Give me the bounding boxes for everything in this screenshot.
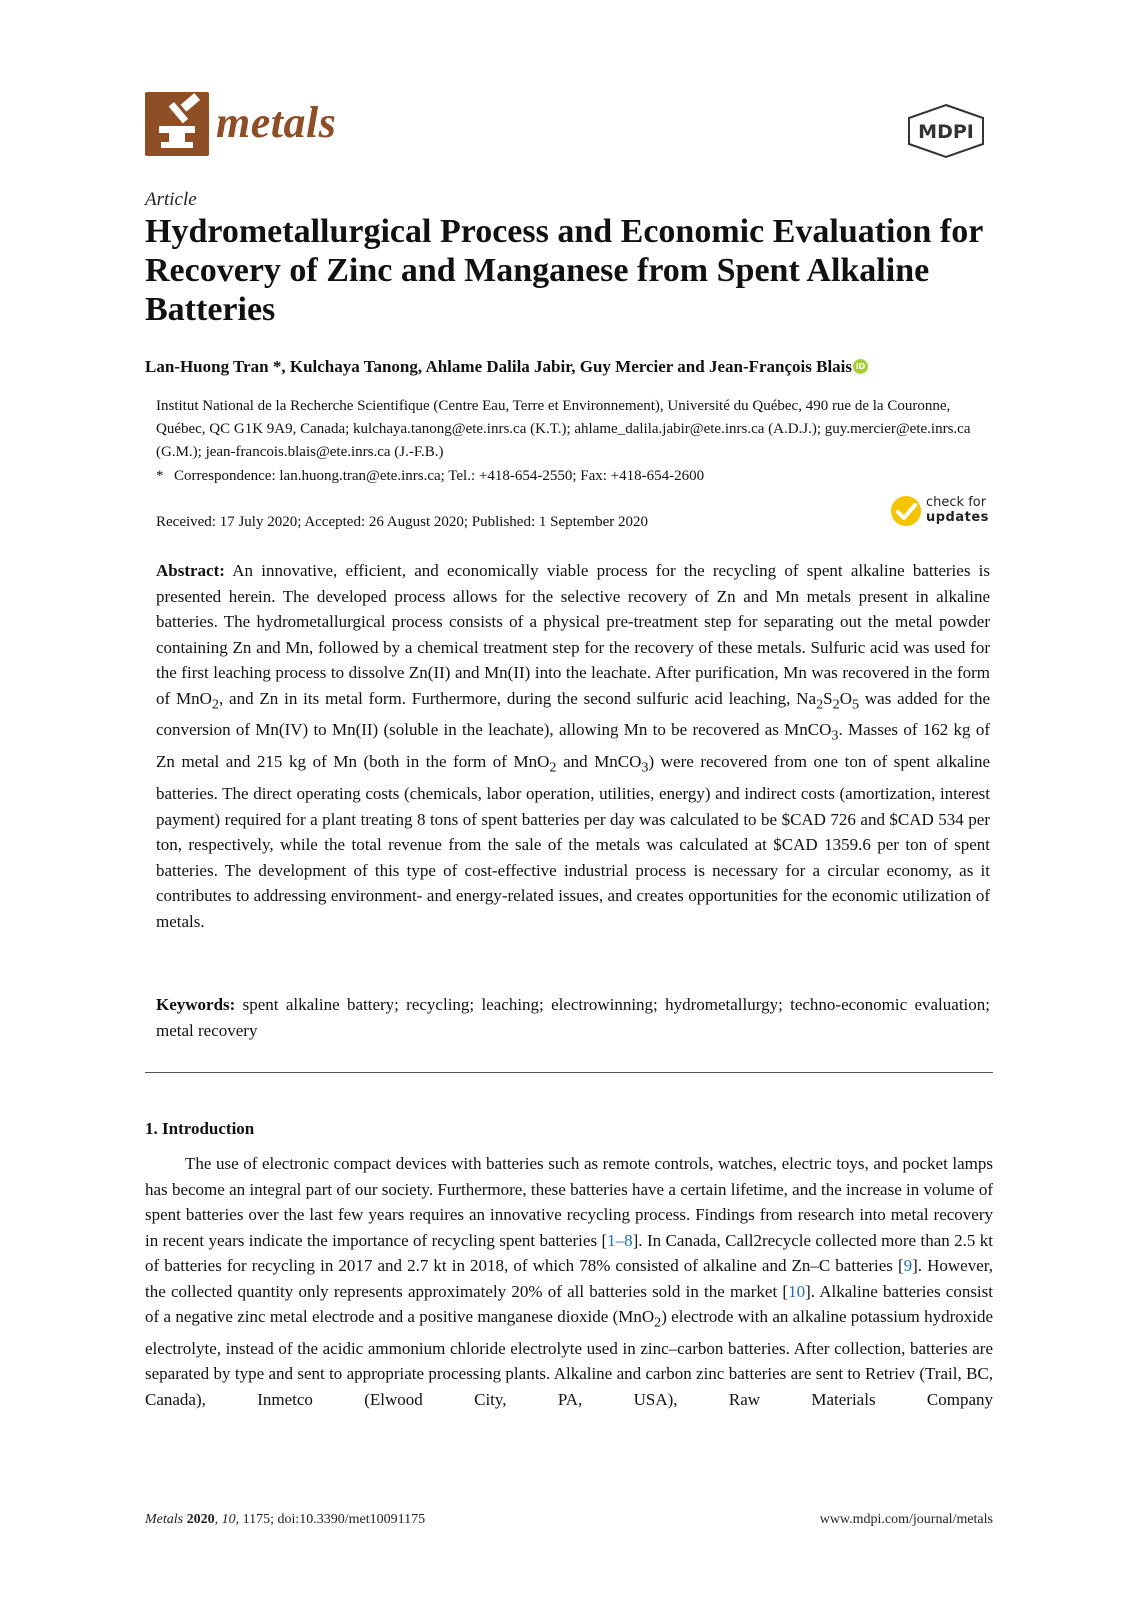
check-updates-line2: updates [926,510,989,525]
journal-name[interactable]: metals [216,98,337,147]
footer-doi: , 1175; doi:10.3390/met10091175 [235,1512,426,1527]
check-for-updates-badge[interactable] [890,495,1000,531]
abstract-text: O [839,688,852,708]
subscript: 5 [851,695,860,712]
affiliations: Institut National de la Recherche Scientifique (Centre Eau, Terre et Environnement), Université du Québec, 490 rue de la Couronne, Québec, QC G1K 9A9, Canada; kulchaya.tanong@ete.inrs.ca (K.T.); ahlame_dalila.jabir@ete.inrs.ca (A.D.J.); guy.mercier@ete.inrs.ca (G.M.); jean-francois.blais@ete.inrs.ca (J.-F.B.) [156,398,971,460]
correspondence [156,465,704,488]
correspondence-text: Correspondence: lan.huong.tran@ete.inrs.ca; Tel.: +418-654-2550; Fax: +418-654-2600 [174,468,705,484]
article-type: Article [145,189,197,210]
check-updates-line1: check for [926,495,987,510]
abstract-text: and MnCO [556,752,642,772]
check-updates-icon [890,495,922,527]
section-divider [145,1072,993,1073]
footer-year: 2020 [186,1512,215,1527]
intro-text: ) electrode with an alkaline potassium hydroxide electrolyte, instead of the acidic ammonium chloride electrolyte used in zinc–carbon batteries. After collection, batteries are separated by type and sent to appropriate processing plants. Alkaline and carbon zinc batteries are sent to Retriev (Trail, BC, Canada), Inmetco (Elwood City, PA, USA), Raw Materials Company [145,1307,994,1409]
citation-link[interactable]: 9 [903,1256,913,1275]
intro-text: The use of electronic compact devices with batteries such as remote controls, watches, electric toys, and pocket lamps has become an integral part of our society. Furthermore, these batteries have a certain lifetime, and the increase in volume of spent batteries over the last few years requires an innovative recycling process. Findings from research into metal recovery in recent years indicate the importance of recycling spent batteries [ [145,1154,993,1250]
subscript: 3 [641,759,649,776]
abstract-text: ) were recovered from one ton of spent alkaline batteries. The direct operating costs (chemicals, labor operation, utilities, energy) and indirect costs (amortization, interest payment) required for a plant treating 8 tons of spent batteries per day was calculated to be $CAD 726 and $CAD 534 per ton, respectively, while the total revenue from the sale of the metals was calculated at $CAD 1359.6 per ton of spent batteries. The development of this type of cost-effective industrial process is necessary for a circular economy, as it contributes to addressing environment- and energy-related issues, and creates opportunities for the economic utilization of metals. [156,752,990,931]
abstract-text: . Masses of 162 kg of Zn metal and 215 kg of Mn (both in the form of MnO [156,720,990,772]
keywords [156,992,990,1043]
publication-dates: Received: 17 July 2020; Accepted: 26 August 2020; Published: 1 September 2020 [156,514,649,530]
abstract-text: An innovative, efficient, and economically viable process for the recycling of spent alkaline batteries is presented herein. The developed process allows for the selective recovery of Zn and Mn metals present in alkaline batteries. The hydrometallurgical process consists of a physical pre-treatment step for separating out the metal powder containing Zn and Mn, followed by a chemical treatment step for the recovery of these metals. Sulfuric acid was used for the first leaching process to dissolve Zn(II) and Mn(II) into the leachate. After purification, Mn was recovered in the form of MnO [156,561,991,708]
footer-journal: Metals [145,1512,184,1527]
section-heading: 1. Introduction [145,1119,255,1138]
intro-text: ]. In Canada, Call2recycle collected more than 2.5 kt of batteries for recycling in 2017 and 2.7 kt in 2018, of which 78% consisted of alkaline and Zn–C batteries [ [145,1230,994,1275]
citation-link[interactable]: 1–8 [607,1230,633,1250]
subscript: 2 [832,695,840,712]
abstract [156,558,990,934]
paper-title: Hydrometallurgical Process and Economic Evaluation for Recovery of Zinc and Manganese from Spent Alkaline Batteries [145,213,983,328]
subscript: 2 [816,695,824,712]
subscript: 2 [211,695,219,712]
abstract-label: Abstract: [156,561,225,580]
citation-footer: Metals 2020, 10, 1175; doi:10.3390/met10091175 [145,1512,426,1527]
journal-url[interactable]: www.mdpi.com/journal/metals [819,1512,993,1527]
keywords-label: Keywords: [156,995,236,1014]
publisher-name: MDPI [918,121,974,143]
intro-text: ]. Alkaline batteries consist of a negative zinc metal electrode and a positive manganese dioxide (MnO [145,1281,993,1326]
abstract-text: , and Zn in its metal form. Furthermore, during the second sulfuric acid leaching, Na [218,688,817,708]
subscript: 2 [549,759,557,776]
abstract-text: was added for the conversion of Mn(IV) to Mn(II) (soluble in the leachate), allowing Mn to be recovered as MnCO [156,688,990,740]
correspondence-marker: * [156,468,164,484]
subscript: 2 [654,1314,662,1331]
journal-logo-icon [145,92,209,156]
author-names: Lan-Huong Tran *, Kulchaya Tanong, Ahlame Dalila Jabir, Guy Mercier and Jean-François Blais [145,357,853,376]
footer-volume: 10 [221,1512,236,1527]
publisher-logo[interactable] [905,103,987,159]
keywords-text: spent alkaline battery; recycling; leaching; electrowinning; hydrometallurgy; techno-economic evaluation; metal recovery [156,995,990,1040]
subscript: 3 [831,727,839,744]
orcid-icon[interactable]: iD [853,359,868,374]
intro-text: ]. However, the collected quantity only represents approximately 20% of all batteries sold in the market [ [145,1256,994,1301]
citation-link[interactable]: 10 [788,1281,806,1301]
abstract-text: S [823,688,833,708]
introduction-paragraph [145,1151,993,1412]
author-list [145,357,868,377]
